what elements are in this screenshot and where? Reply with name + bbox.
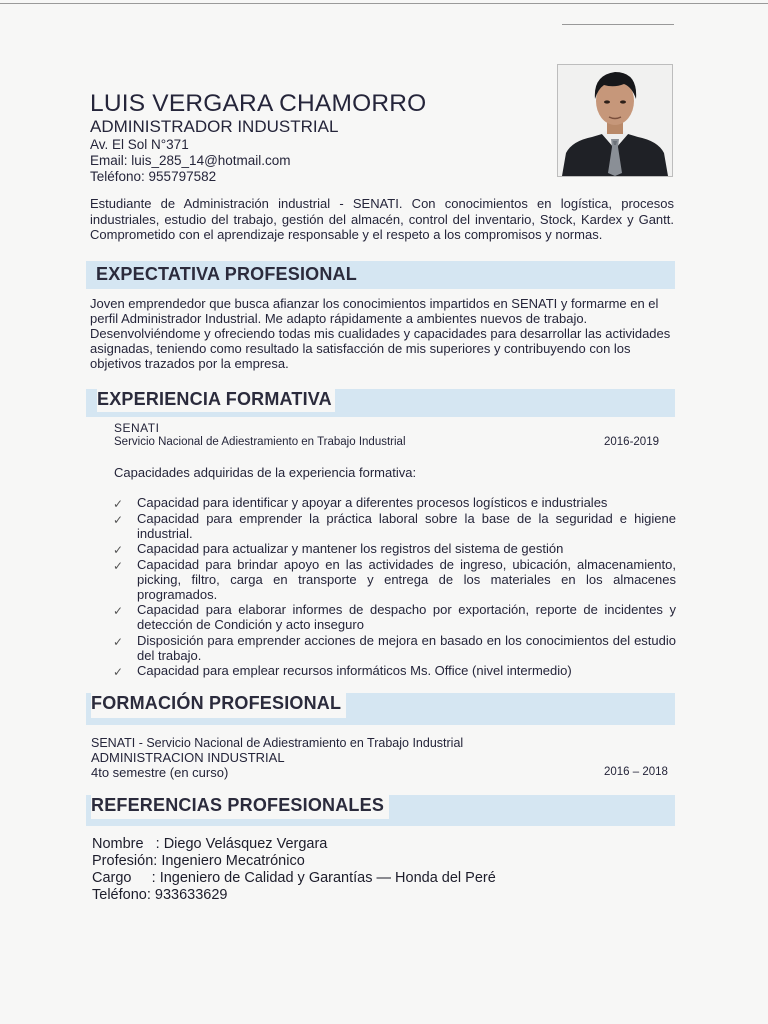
expectativa-text: Joven emprendedor que busca afianzar los conocimientos impartidos en SENATI y formarme en el perfil Administrador Industrial. Me adapto rápidamente a ambientes nuevos de trabajo. Desenvolviéndome y ofreciendo todas mis cualidades y capacidades para desarrollar las actividades asignadas, teniendo como resultado la satisfacción de mis superiores y contribuyendo con los objetivos trazados por la empresa. [90, 296, 671, 371]
section-title: EXPERIENCIA FORMATIVA [97, 389, 335, 412]
capabilities-intro: Capacidades adquiridas de la experiencia formativa: [114, 465, 417, 480]
section-title: FORMACIÓN PROFESIONAL [91, 693, 346, 718]
list-item: ✓ Capacidad para elaborar informes de despacho por exportación, reporte de incidentes y detección de Condición y acto inseguro [113, 602, 676, 632]
section-header-experiencia [86, 389, 675, 417]
reference-position: Cargo : Ingeniero de Calidad y Garantías — Honda del Peré [92, 870, 496, 886]
check-icon: ✓ [113, 604, 124, 618]
profile-summary: Estudiante de Administración industrial - SENATI. Con conocimientos en logística, procesos industriales, estudio del trabajo, gestión del almacén, control del inventario, Stock, Kardex y Gantt. Comprometido con el aprendizaje responsable y el respeto a los compromisos y normas. [90, 196, 674, 242]
check-icon: ✓ [113, 558, 124, 573]
experience-org: SENATI [114, 421, 160, 435]
formacion-years: 2016 – 2018 [604, 766, 668, 778]
section-title: EXPECTATIVA PROFESIONAL [96, 264, 357, 284]
list-item: ✓ Capacidad para emprender la práctica laboral sobre la base de la seguridad e higiene industrial. [113, 510, 676, 541]
candidate-name: LUIS VERGARA CHAMORRO [90, 90, 427, 117]
profile-photo [557, 64, 673, 177]
section-header-expectativa [86, 261, 675, 289]
check-icon: ✓ [113, 497, 124, 511]
list-item: ✓ Capacidad para brindar apoyo en las actividades de ingreso, ubicación, almacenamiento, picking, filtro, carga en transporte y entrega de los materiales en los almacenes programados. [113, 556, 676, 602]
check-icon: ✓ [113, 634, 124, 649]
formacion-semester: 4to semestre (en curso) [91, 765, 229, 780]
reference-phone: Teléfono: 933633629 [92, 887, 228, 903]
section-header-formacion [86, 693, 675, 725]
photo-top-line [562, 24, 674, 25]
experience-org-full: Servicio Nacional de Adiestramiento en Trabajo Industrial [114, 436, 406, 448]
experience-years: 2016-2019 [604, 436, 659, 448]
formacion-institution: SENATI - Servicio Nacional de Adiestramiento en Trabajo Industrial [91, 736, 464, 750]
check-icon: ✓ [113, 543, 124, 557]
check-icon: ✓ [113, 512, 124, 527]
check-icon: ✓ [113, 665, 124, 679]
formacion-program: ADMINISTRACION INDUSTRIAL [91, 750, 285, 765]
capabilities-list [110, 495, 676, 679]
list-item: ✓ Capacidad para identificar y apoyar a diferentes procesos logísticos e industriales [113, 495, 608, 511]
section-title: REFERENCIAS PROFESIONALES [91, 795, 389, 819]
phone: Teléfono: 955797582 [90, 169, 217, 184]
list-item: ✓ Disposición para emprender acciones de mejora en basado en los conocimientos del estudio del trabajo. [113, 632, 676, 663]
section-header-referencias [86, 795, 675, 826]
email: Email: luis_285_14@hotmail.com [90, 153, 291, 168]
list-item: ✓ Capacidad para actualizar y mantener los registros del sistema de gestión [113, 541, 564, 557]
reference-profession: Profesión: Ingeniero Mecatrónico [92, 853, 305, 869]
top-border [0, 3, 768, 4]
candidate-title: ADMINISTRADOR INDUSTRIAL [90, 117, 339, 136]
address: Av. El Sol N°371 [90, 137, 189, 152]
reference-name: Nombre : Diego Velásquez Vergara [92, 836, 328, 852]
list-item: ✓ Capacidad para emplear recursos informáticos Ms. Office (nivel intermedio) [113, 663, 572, 679]
